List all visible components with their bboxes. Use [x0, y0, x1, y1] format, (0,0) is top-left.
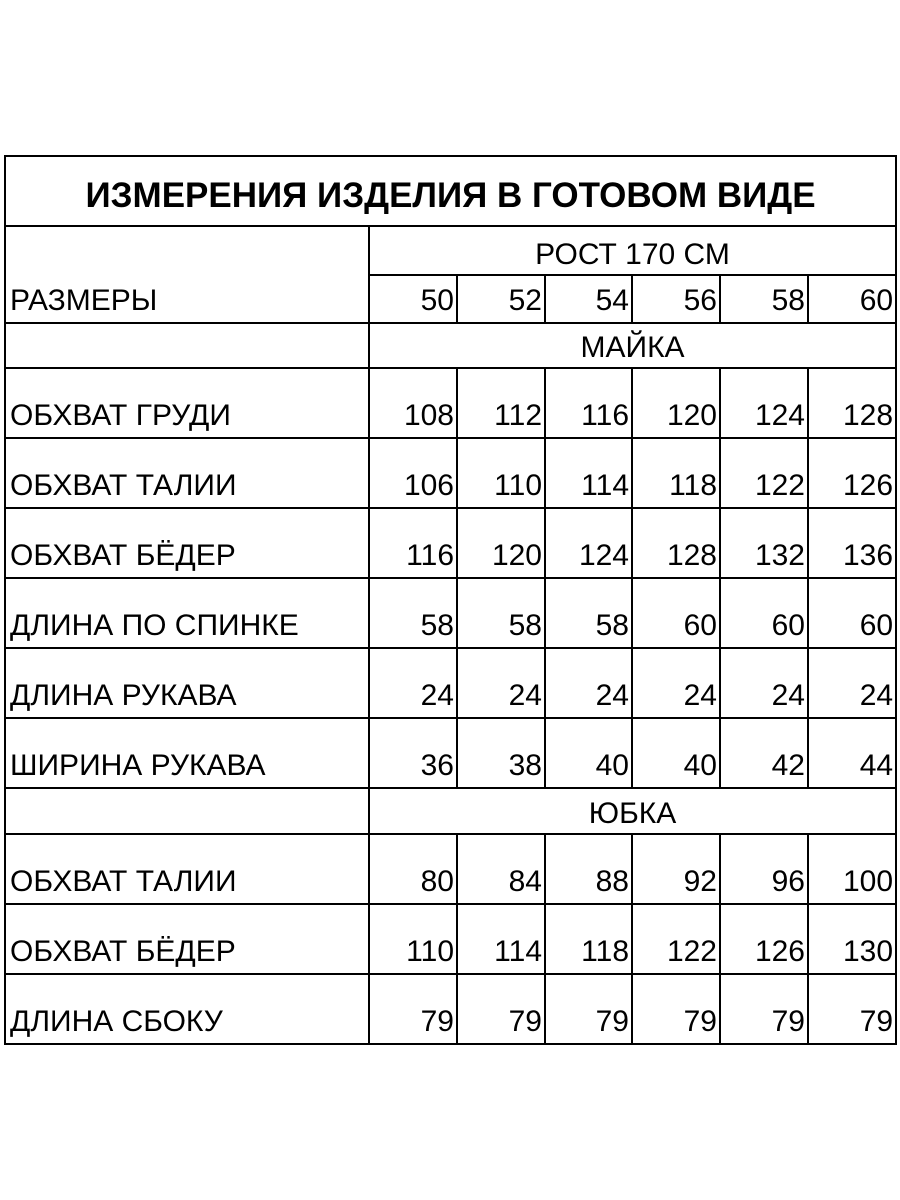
sizes-label: РАЗМЕРЫ	[5, 226, 369, 323]
value-cell: 60	[808, 578, 896, 648]
value-cell: 44	[808, 718, 896, 788]
value-cell: 116	[369, 508, 457, 578]
value-cell: 110	[369, 904, 457, 974]
value-cell: 84	[457, 834, 545, 904]
row-label: ДЛИНА СБОКУ	[5, 974, 369, 1044]
value-cell: 60	[632, 578, 720, 648]
row-label: ОБХВАТ БЁДЕР	[5, 508, 369, 578]
row-label: ОБХВАТ ТАЛИИ	[5, 438, 369, 508]
value-cell: 122	[720, 438, 808, 508]
value-cell: 79	[369, 974, 457, 1044]
table-title: ИЗМЕРЕНИЯ ИЗДЕЛИЯ В ГОТОВОМ ВИДЕ	[5, 156, 896, 226]
value-cell: 130	[808, 904, 896, 974]
value-cell: 79	[457, 974, 545, 1044]
value-cell: 40	[632, 718, 720, 788]
size-header-cell: 56	[632, 275, 720, 323]
value-cell: 92	[632, 834, 720, 904]
value-cell: 60	[720, 578, 808, 648]
value-cell: 24	[457, 648, 545, 718]
table-row	[5, 438, 896, 508]
table-row	[5, 904, 896, 974]
value-cell: 124	[545, 508, 632, 578]
value-cell: 24	[720, 648, 808, 718]
value-cell: 24	[545, 648, 632, 718]
size-header-cell: 50	[369, 275, 457, 323]
row-label: ДЛИНА РУКАВА	[5, 648, 369, 718]
value-cell: 120	[632, 368, 720, 438]
table-row	[5, 368, 896, 438]
row-label: ОБХВАТ ТАЛИИ	[5, 834, 369, 904]
value-cell: 96	[720, 834, 808, 904]
table-row	[5, 834, 896, 904]
value-cell: 38	[457, 718, 545, 788]
value-cell: 126	[808, 438, 896, 508]
size-header-cell: 52	[457, 275, 545, 323]
value-cell: 79	[545, 974, 632, 1044]
row-label: ШИРИНА РУКАВА	[5, 718, 369, 788]
size-header-cell: 60	[808, 275, 896, 323]
row-label: ОБХВАТ БЁДЕР	[5, 904, 369, 974]
value-cell: 110	[457, 438, 545, 508]
value-cell: 36	[369, 718, 457, 788]
value-cell: 118	[545, 904, 632, 974]
value-cell: 24	[808, 648, 896, 718]
table-row	[5, 508, 896, 578]
value-cell: 120	[457, 508, 545, 578]
value-cell: 124	[720, 368, 808, 438]
size-chart-table	[4, 155, 897, 1045]
table-row	[5, 648, 896, 718]
value-cell: 114	[457, 904, 545, 974]
height-label: РОСТ 170 СМ	[369, 226, 896, 275]
table-row	[5, 578, 896, 648]
section-title-tank-top: МАЙКА	[369, 323, 896, 368]
section-title-skirt: ЮБКА	[369, 788, 896, 834]
value-cell: 132	[720, 508, 808, 578]
value-cell: 126	[720, 904, 808, 974]
value-cell: 58	[457, 578, 545, 648]
value-cell: 106	[369, 438, 457, 508]
value-cell: 79	[632, 974, 720, 1044]
value-cell: 114	[545, 438, 632, 508]
value-cell: 122	[632, 904, 720, 974]
value-cell: 58	[545, 578, 632, 648]
value-cell: 79	[808, 974, 896, 1044]
value-cell: 24	[369, 648, 457, 718]
size-header-cell: 58	[720, 275, 808, 323]
value-cell: 79	[720, 974, 808, 1044]
section-blank-cell	[5, 323, 369, 368]
value-cell: 116	[545, 368, 632, 438]
value-cell: 24	[632, 648, 720, 718]
row-label: ДЛИНА ПО СПИНКЕ	[5, 578, 369, 648]
value-cell: 136	[808, 508, 896, 578]
value-cell: 112	[457, 368, 545, 438]
value-cell: 40	[545, 718, 632, 788]
row-label: ОБХВАТ ГРУДИ	[5, 368, 369, 438]
size-header-cell: 54	[545, 275, 632, 323]
table-row	[5, 974, 896, 1044]
value-cell: 80	[369, 834, 457, 904]
value-cell: 58	[369, 578, 457, 648]
value-cell: 88	[545, 834, 632, 904]
section-blank-cell	[5, 788, 369, 834]
table-row	[5, 718, 896, 788]
value-cell: 118	[632, 438, 720, 508]
value-cell: 42	[720, 718, 808, 788]
value-cell: 128	[808, 368, 896, 438]
value-cell: 108	[369, 368, 457, 438]
value-cell: 100	[808, 834, 896, 904]
value-cell: 128	[632, 508, 720, 578]
